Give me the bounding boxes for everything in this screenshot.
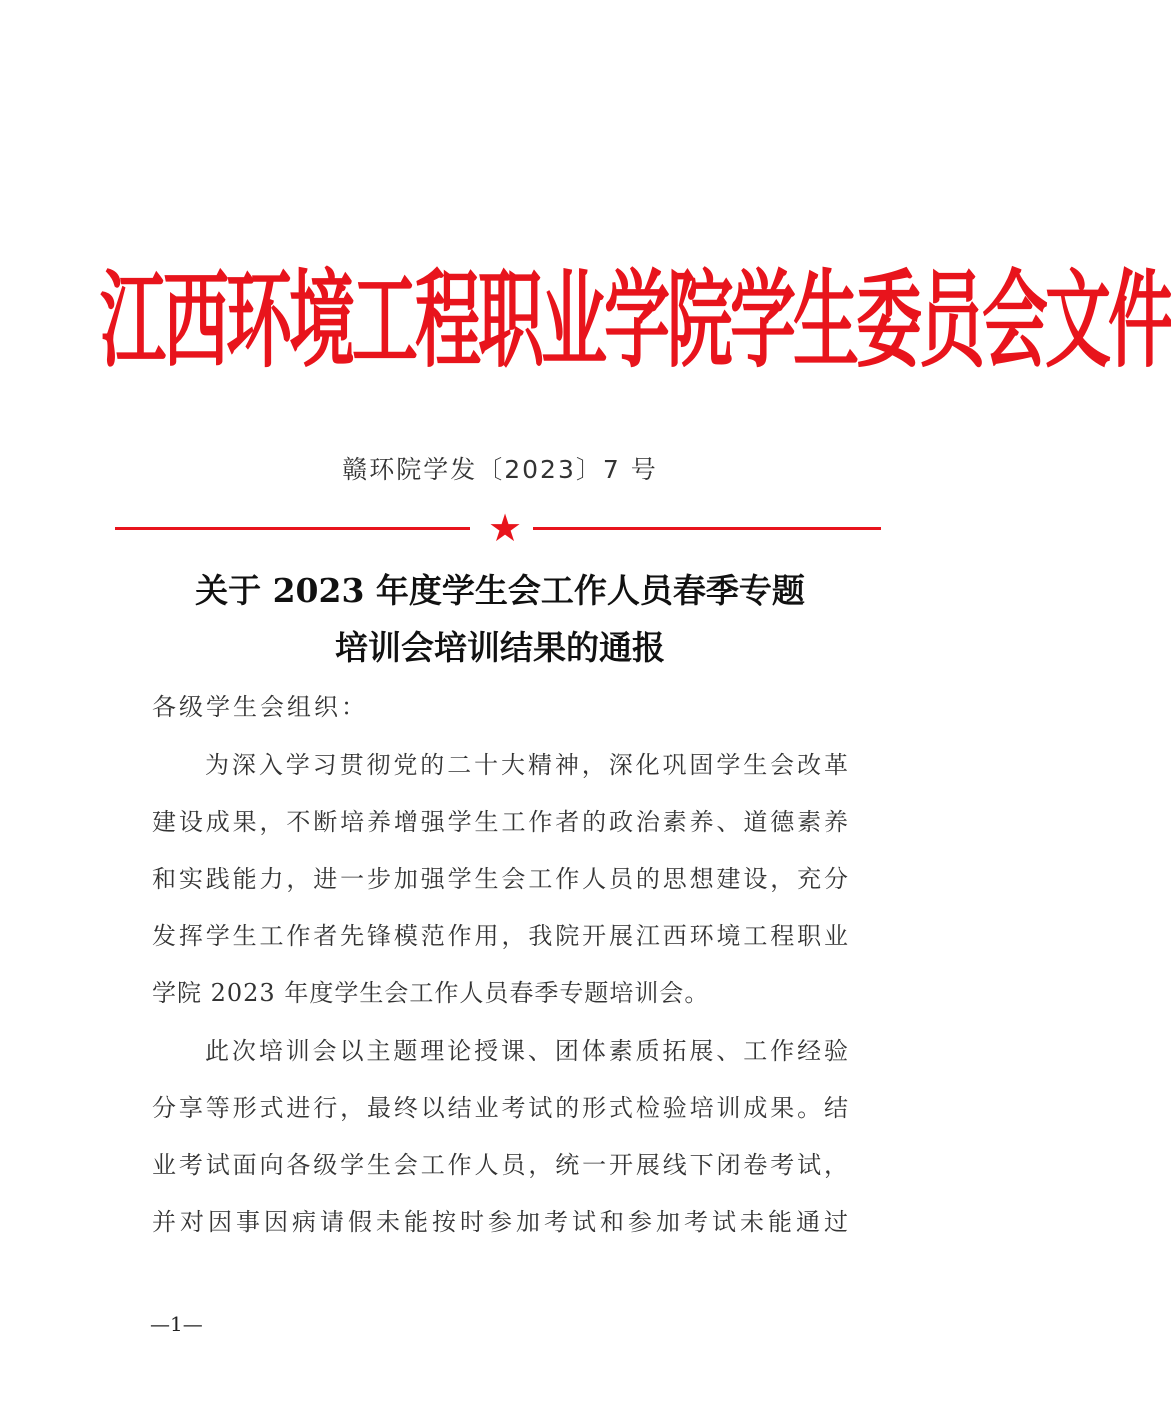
document-number: 赣环院学发〔2023〕7 号	[342, 455, 658, 484]
paragraph-2-line: 分享等形式进行，最终以结业考试的形式检验培训成果。结	[152, 1094, 848, 1122]
paragraph-1-line: 和实践能力，进一步加强学生会工作人员的思想建设，充分	[152, 865, 848, 893]
paragraph-1-line: 建设成果，不断培养增强学生工作者的政治素养、道德素养	[152, 808, 848, 836]
org-header-title: 江西环境工程职业学院学生委员会文件	[100, 257, 1171, 383]
paragraph-2-line: 此次培训会以主题理论授课、团体素质拓展、工作经验	[205, 1037, 848, 1065]
document-title-line-2: 培训会培训结果的通报	[335, 628, 665, 667]
red-divider-left	[115, 527, 470, 530]
paragraph-2-line: 并对因事因病请假未能按时参加考试和参加考试未能通过	[152, 1208, 848, 1236]
page-number: —1—	[150, 1312, 203, 1336]
document-title-line-1: 关于 2023 年度学生会工作人员春季专题	[195, 571, 805, 610]
paragraph-1-line: 为深入学习贯彻党的二十大精神，深化巩固学生会改革	[205, 751, 848, 779]
salutation: 各级学生会组织：	[152, 693, 368, 721]
red-divider-right	[533, 527, 881, 530]
paragraph-1-line: 学院 2023 年度学生会工作人员春季专题培训会。	[152, 979, 710, 1007]
paragraph-1-line: 发挥学生工作者先锋模范作用，我院开展江西环境工程职业	[152, 922, 848, 950]
paragraph-2-line: 业考试面向各级学生会工作人员，统一开展线下闭卷考试，	[152, 1151, 848, 1179]
star-icon: ★	[487, 506, 523, 550]
